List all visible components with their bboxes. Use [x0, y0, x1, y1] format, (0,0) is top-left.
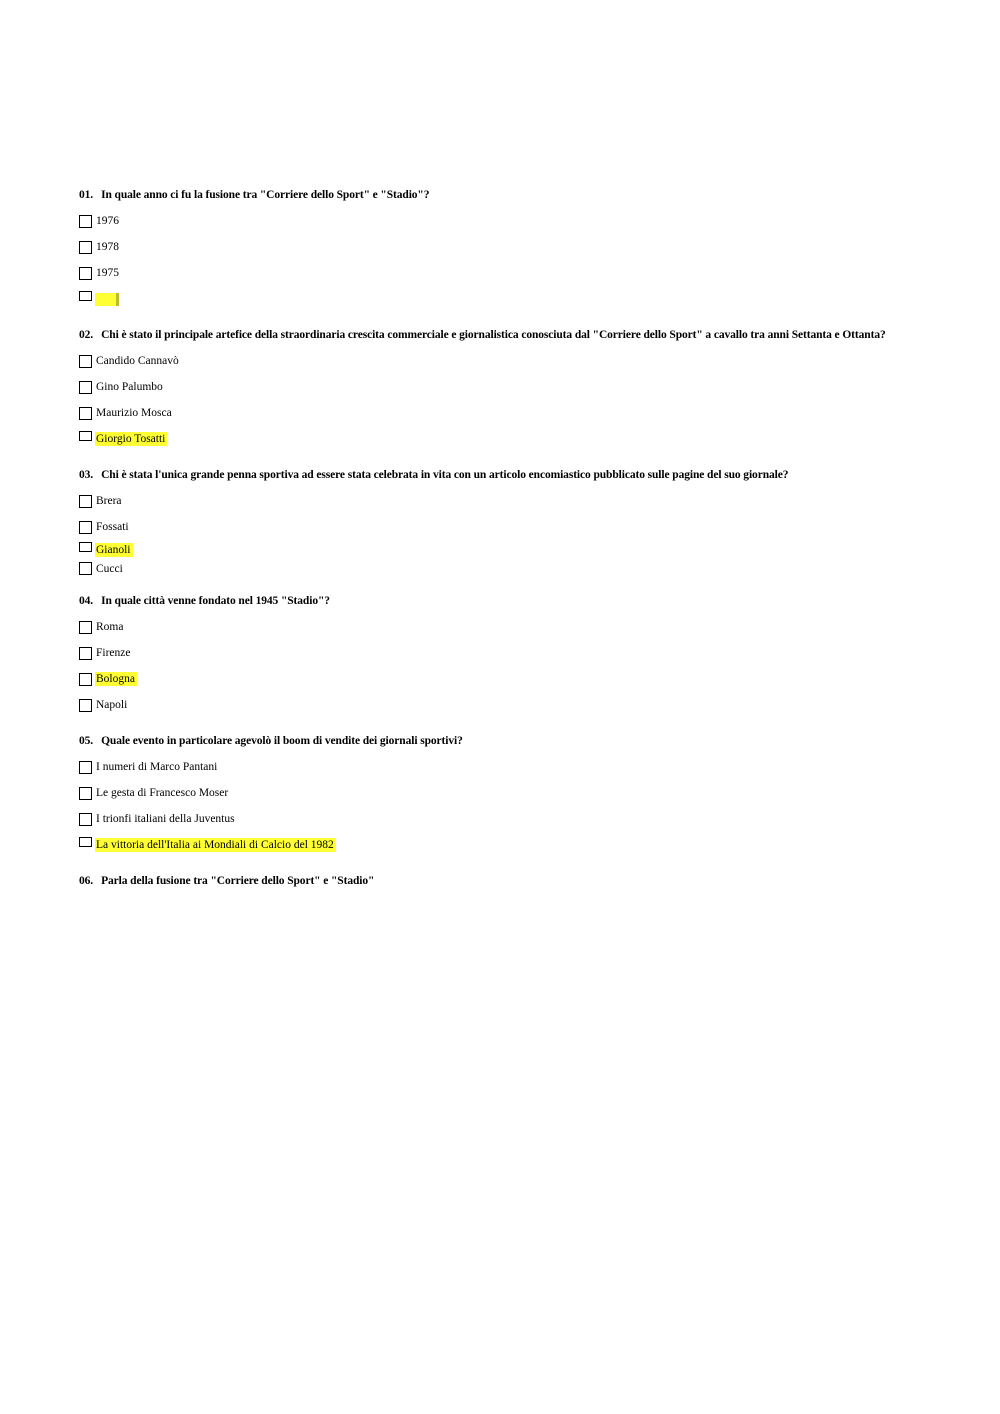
- answer-option[interactable]: [79, 780, 909, 806]
- option-label-highlighted: Bologna: [96, 673, 135, 685]
- question-4: [79, 594, 909, 718]
- question-1: [79, 188, 909, 312]
- option-label: 1975: [96, 267, 119, 279]
- answer-option[interactable]: [79, 754, 909, 780]
- question-text: [79, 328, 909, 342]
- answer-option[interactable]: [79, 208, 909, 234]
- checkbox[interactable]: [79, 355, 92, 368]
- option-label: Fossati: [96, 521, 129, 533]
- option-label: I trionfi italiani della Juventus: [96, 813, 235, 825]
- checkbox[interactable]: [79, 699, 92, 712]
- question-text: [79, 468, 909, 482]
- checkbox[interactable]: [79, 813, 92, 826]
- option-label: Gino Palumbo: [96, 381, 163, 393]
- checkbox[interactable]: [79, 621, 92, 634]
- checkbox[interactable]: [79, 407, 92, 420]
- question-number: 03.: [79, 469, 94, 481]
- answer-option-selected[interactable]: [79, 832, 909, 858]
- option-label: Brera: [96, 495, 122, 507]
- question-2: [79, 328, 909, 452]
- answer-option[interactable]: [79, 806, 909, 832]
- question-number: 04.: [79, 595, 94, 607]
- checkbox[interactable]: [79, 241, 92, 254]
- option-label: 1976: [96, 215, 119, 227]
- option-label-highlighted: Giorgio Tosatti: [96, 433, 166, 445]
- option-label: Maurizio Mosca: [96, 407, 172, 419]
- answer-option[interactable]: [79, 260, 909, 286]
- question-3: [79, 468, 909, 578]
- option-label-highlighted: [95, 293, 119, 306]
- answer-option[interactable]: [79, 374, 909, 400]
- checkbox[interactable]: [79, 431, 92, 441]
- question-number: 01.: [79, 189, 94, 201]
- option-label: Le gesta di Francesco Moser: [96, 787, 229, 799]
- option-label: Firenze: [96, 647, 131, 659]
- answer-option-selected[interactable]: [79, 666, 909, 692]
- question-label: Parla della fusione tra "Corriere dello Sport" e "Stadio": [101, 875, 375, 887]
- checkbox[interactable]: [79, 267, 92, 280]
- question-text: [79, 594, 909, 608]
- checkbox[interactable]: [79, 215, 92, 228]
- option-label-highlighted: La vittoria dell'Italia ai Mondiali di Calcio del 1982: [96, 839, 334, 851]
- question-number: 05.: [79, 735, 94, 747]
- question-label: In quale anno ci fu la fusione tra "Corriere dello Sport" e "Stadio"?: [101, 189, 430, 201]
- checkbox[interactable]: [79, 673, 92, 686]
- checkbox[interactable]: [79, 647, 92, 660]
- answer-option[interactable]: [79, 348, 909, 374]
- checkbox[interactable]: [79, 562, 92, 575]
- checkbox[interactable]: [79, 521, 92, 534]
- question-label: Quale evento in particolare agevolò il boom di vendite dei giornali sportivi?: [101, 735, 463, 747]
- question-label: In quale città venne fondato nel 1945 "Stadio"?: [101, 595, 330, 607]
- question-label: Chi è stato il principale artefice della straordinaria crescita commerciale e giornalistica conosciuta dal "Corriere dello Sport" a cavallo tra anni Settanta e Ottanta?: [101, 329, 886, 341]
- option-label: Roma: [96, 621, 124, 633]
- checkbox[interactable]: [79, 495, 92, 508]
- question-number: 06.: [79, 875, 94, 887]
- question-number: 02.: [79, 329, 94, 341]
- question-6: [79, 874, 909, 888]
- checkbox[interactable]: [79, 837, 92, 847]
- option-label: I numeri di Marco Pantani: [96, 761, 218, 773]
- checkbox[interactable]: [79, 381, 92, 394]
- answer-option[interactable]: [79, 614, 909, 640]
- question-text: [79, 874, 909, 888]
- answer-option[interactable]: [79, 640, 909, 666]
- checkbox[interactable]: [79, 761, 92, 774]
- option-label: Cucci: [96, 562, 123, 575]
- option-label: Candido Cannavò: [96, 355, 179, 367]
- option-label: Napoli: [96, 699, 128, 711]
- question-label: Chi è stata l'unica grande penna sportiva ad essere stata celebrata in vita con un articolo encomiastico pubblicato sulle pagine del suo giornale?: [101, 469, 789, 481]
- option-label: 1978: [96, 241, 119, 253]
- answer-option[interactable]: [79, 488, 909, 514]
- checkbox[interactable]: [79, 542, 92, 552]
- answer-option[interactable]: [79, 514, 909, 540]
- option-label-highlighted: Gianoli: [96, 543, 131, 556]
- question-text: [79, 734, 909, 748]
- checkbox[interactable]: [79, 291, 92, 301]
- answer-option-selected[interactable]: [79, 540, 909, 559]
- answer-option-selected[interactable]: [79, 426, 909, 452]
- quiz-document: [79, 188, 909, 904]
- question-text: [79, 188, 909, 202]
- answer-option[interactable]: [79, 400, 909, 426]
- answer-option[interactable]: [79, 692, 909, 718]
- answer-option[interactable]: [79, 234, 909, 260]
- checkbox[interactable]: [79, 787, 92, 800]
- answer-option[interactable]: [79, 559, 909, 578]
- question-5: [79, 734, 909, 858]
- answer-option-selected[interactable]: [79, 286, 909, 312]
